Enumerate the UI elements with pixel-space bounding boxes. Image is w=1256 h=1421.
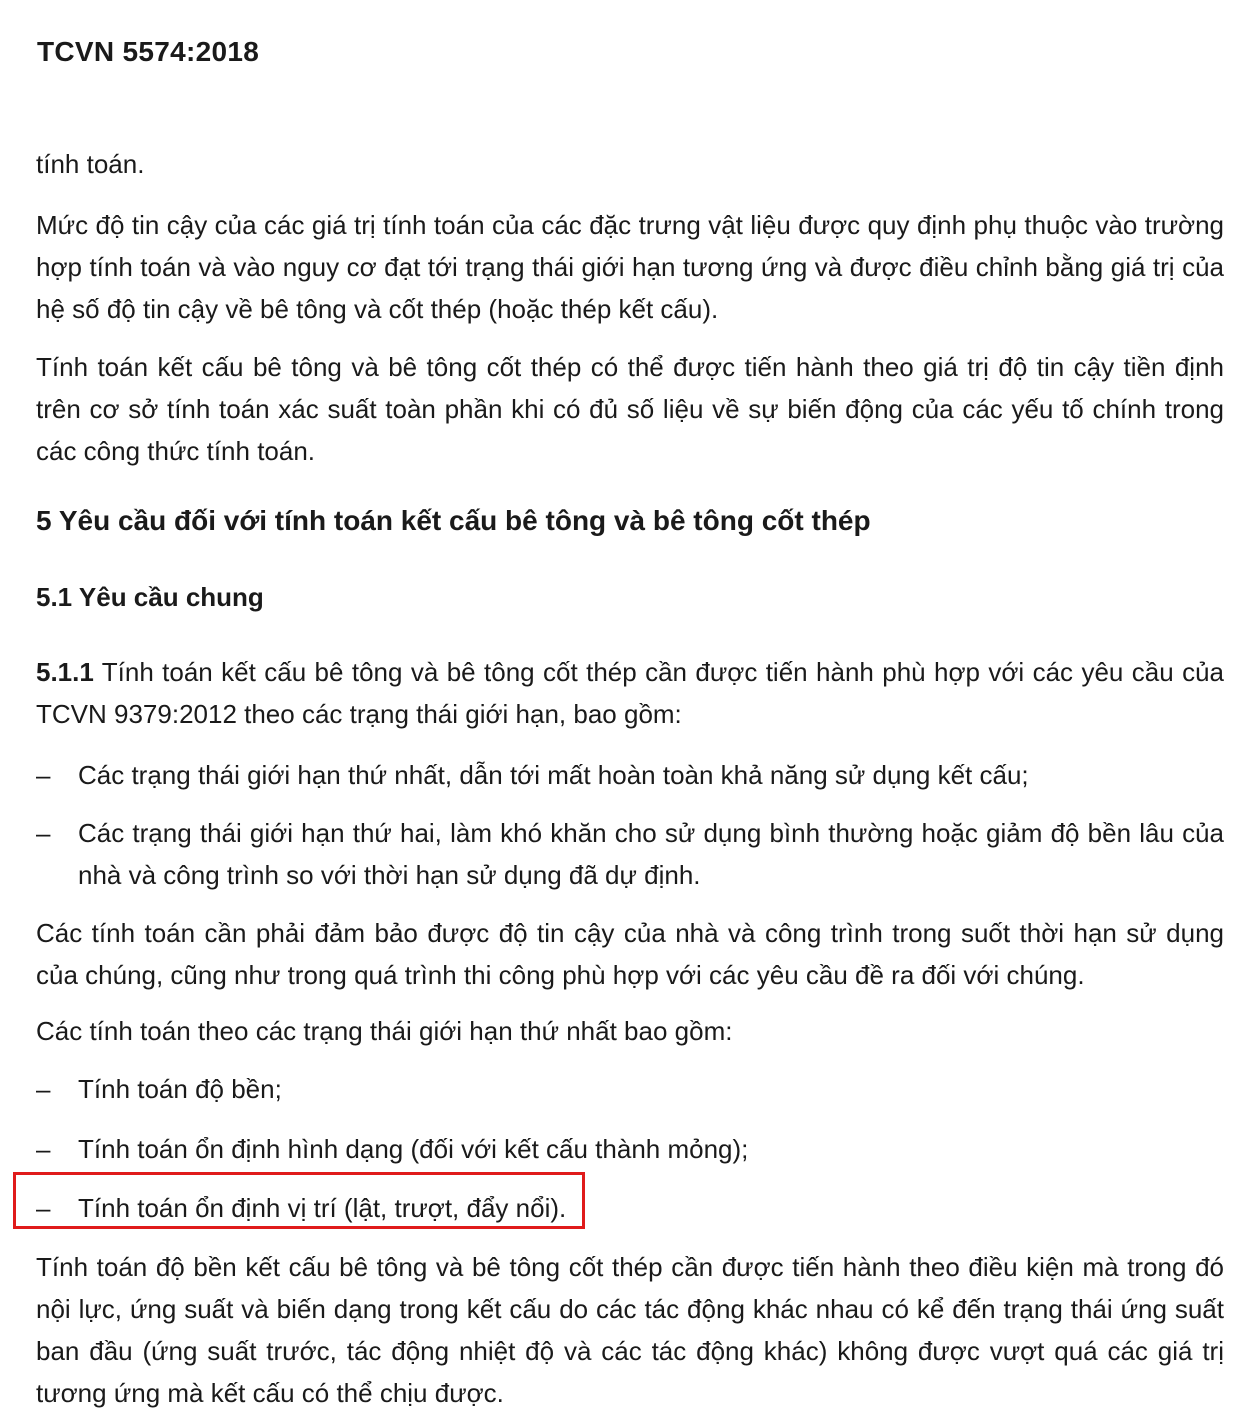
paragraph-probabilistic: Tính toán kết cấu bê tông và bê tông cốt thép có thể được tiến hành theo giá trị độ tin cậy tiền định trên cơ sở tính toán xác suất toàn phần khi có đủ số liệu về sự biến động của các yếu tố chính trong các công thức tính toán. <box>36 352 1224 466</box>
list-item-text: Các trạng thái giới hạn thứ hai, làm khó khăn cho sử dụng bình thường hoặc giảm độ bền lâu của nhà và công trình so với thời hạn sử dụng đã dự định. <box>78 818 1224 890</box>
list-dash: – <box>36 1193 51 1223</box>
list-dash: – <box>36 1074 51 1104</box>
list-dash: – <box>36 818 51 848</box>
list-item <box>36 812 1224 896</box>
clause-text: Tính toán kết cấu bê tông và bê tông cốt thép cần được tiến hành phù hợp với các yêu cầu của TCVN 9379:2012 theo các trạng thái giới hạn, bao gồm: <box>36 657 1224 729</box>
list-dash: – <box>36 760 51 790</box>
section-5-1-heading: 5.1 Yêu cầu chung <box>36 582 264 612</box>
red-highlight-box <box>13 1172 585 1229</box>
list-dash: – <box>36 1134 51 1164</box>
list-item-text: Tính toán ổn định vị trí (lật, trượt, đẩy nổi). <box>78 1193 567 1223</box>
list-item-text: Các trạng thái giới hạn thứ nhất, dẫn tới mất hoàn toàn khả năng sử dụng kết cấu; <box>78 760 1029 790</box>
paragraph-continuation: tính toán. <box>36 149 145 179</box>
paragraph-strength-calculation: Tính toán độ bền kết cấu bê tông và bê tông cốt thép cần được tiến hành theo điều kiện mà trong đó nội lực, ứng suất và biến dạng trong kết cấu do các tác động khác nhau có kể đến trạng thái ứng suất ban đầu (ứng suất trước, tác động nhiệt độ và các tác động khác) không được vượt quá các giá trị tương ứng mà kết cấu có thể chịu được. <box>36 1252 1224 1408</box>
list-item <box>36 754 1224 796</box>
list-item-text: Tính toán ổn định hình dạng (đối với kết cấu thành mỏng); <box>78 1134 749 1164</box>
list-item-text: Tính toán độ bền; <box>78 1074 282 1104</box>
clause-5-1-1 <box>36 651 1224 735</box>
paragraph-reliability: Mức độ tin cậy của các giá trị tính toán của các đặc trưng vật liệu được quy định phụ thuộc vào trường hợp tính toán và vào nguy cơ đạt tới trạng thái giới hạn tương ứng và được điều chỉnh bằng giá trị của hệ số độ tin cậy về bê tông và cốt thép (hoặc thép kết cấu). <box>36 210 1224 324</box>
clause-number: 5.1.1 <box>36 657 94 687</box>
section-5-heading: 5 Yêu cầu đối với tính toán kết cấu bê tông và bê tông cốt thép <box>36 505 871 536</box>
list-item <box>36 1128 1224 1170</box>
paragraph-first-state-intro: Các tính toán theo các trạng thái giới hạn thứ nhất bao gồm: <box>36 1016 733 1046</box>
paragraph-ensure-reliability: Các tính toán cần phải đảm bảo được độ tin cậy của nhà và công trình trong suốt thời hạn sử dụng của chúng, cũng như trong quá trình thi công phù hợp với các yêu cầu đề ra đối với chúng. <box>36 918 1224 990</box>
list-item <box>36 1068 1224 1110</box>
standard-code-header: TCVN 5574:2018 <box>37 36 260 67</box>
